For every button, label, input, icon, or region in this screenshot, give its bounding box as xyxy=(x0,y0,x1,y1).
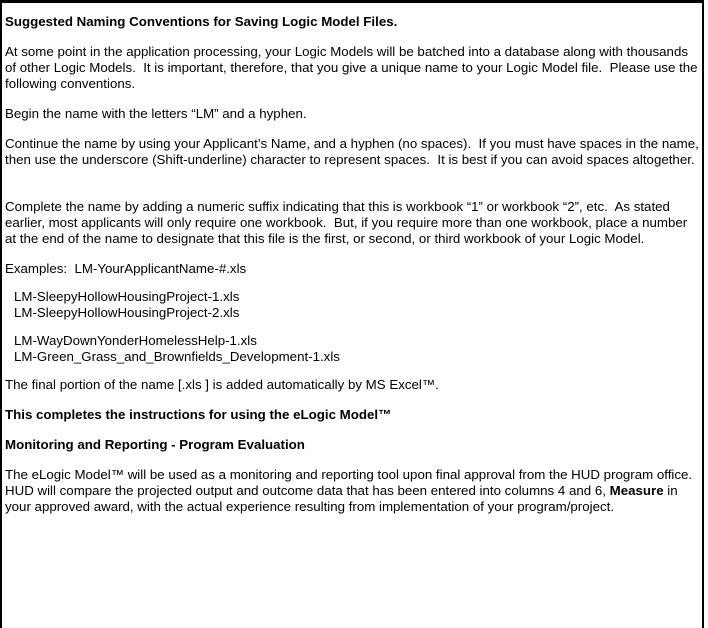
paragraph-intro: At some point in the application processing, your Logic Models will be batched into a database along with thousands of other Logic Models. It is important, therefore, that you give a unique name to your Logic Model file. Please use the following conventions. xyxy=(5,44,698,91)
paragraph-final-portion: The final portion of the name [.xls ] is added automatically by MS Excel™. xyxy=(5,377,439,392)
monitoring-body-text: in your approved award, with the actual experience resulting from implementation of your program/project. xyxy=(5,483,678,514)
paragraph-begin-rule: Begin the name with the letters “LM” and a hyphen. xyxy=(5,106,307,121)
example-filename: LM-WayDownYonderHomelessHelp-1.xls xyxy=(14,333,257,348)
example-filenames-group-2 xyxy=(5,333,699,365)
monitoring-body-bold-measure: Measure xyxy=(609,483,664,498)
example-filename: LM-SleepyHollowHousingProject-1.xls xyxy=(14,289,240,304)
subheading-completes-instructions: This completes the instructions for using the eLogic Model™ xyxy=(5,407,392,422)
paragraph-complete-rule: Complete the name by adding a numeric suffix indicating that this is workbook “1” or workbook “2”, etc. As stated earlier, most applicants will only require one workbook. But, if you require more than one workbook, place a number at the end of the name to designate that this file is the first, or second, or third workbook of your Logic Model. xyxy=(5,199,688,246)
doc-heading: Suggested Naming Conventions for Saving Logic Model Files. xyxy=(5,14,398,29)
subheading-monitoring-reporting: Monitoring and Reporting - Program Evaluation xyxy=(5,437,305,452)
paragraph-monitoring-body xyxy=(5,467,699,515)
example-filenames-group-1 xyxy=(5,289,699,321)
paragraph-continue-rule: Continue the name by using your Applicant’s Name, and a hyphen (no spaces). If you must have spaces in the name, then use the underscore (Shift-underline) character to represent spaces. It is best if you can avoid spaces altogether. xyxy=(5,136,699,167)
example-filename: LM-Green_Grass_and_Brownfields_Development-1.xls xyxy=(14,349,340,364)
examples-label: Examples: LM-YourApplicantName-#.xls xyxy=(5,261,247,276)
example-filename: LM-SleepyHollowHousingProject-2.xls xyxy=(14,305,240,320)
monitoring-body-text: The eLogic Model™ will be used as a monitoring and reporting tool upon final approval from the HUD program office. HUD will compare the projected output and outcome data that has been entered into columns 4 and 6, xyxy=(5,467,696,498)
